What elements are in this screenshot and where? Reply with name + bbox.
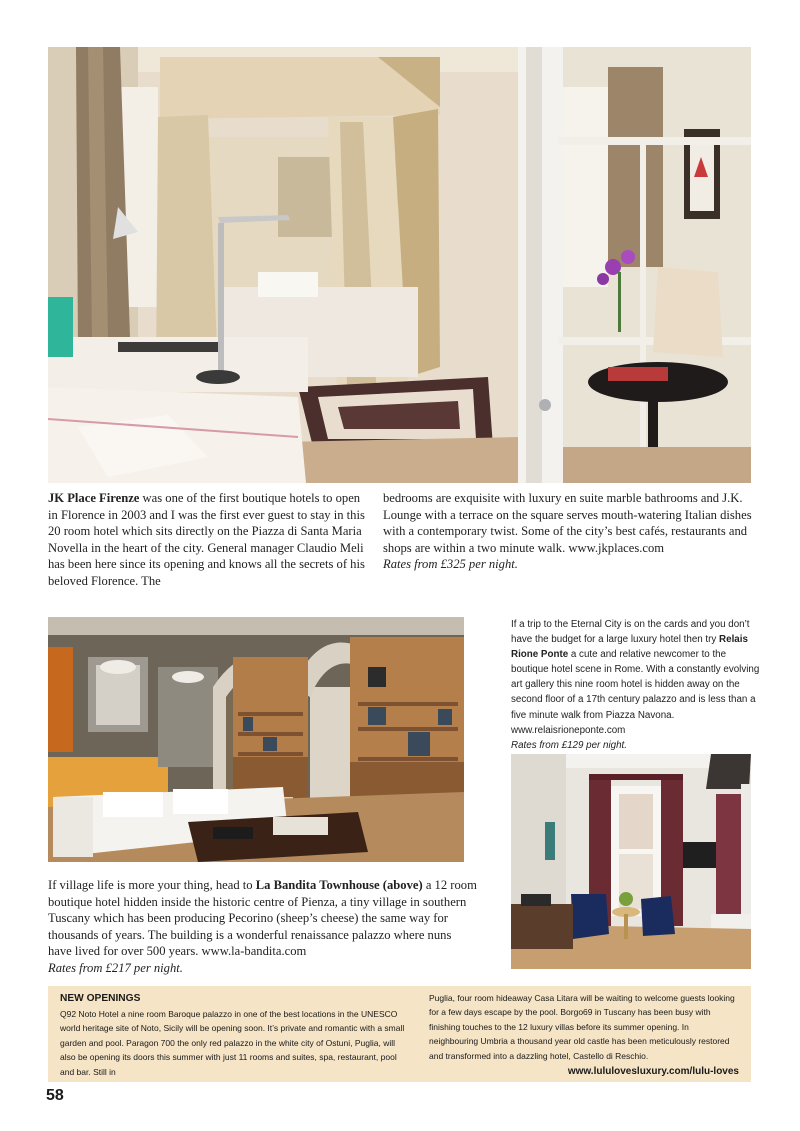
hotel-name-paragon-700: Paragon 700 bbox=[126, 1037, 175, 1048]
jk-place-text-1: was one of the first boutique hotels to open in Florence in 2003 and I was the first ever guest to stay in this 20 room hotel which sits directly on the Piazza di Santa Maria Novella in the heart of the city. General manager Claudio Meli has been here since its opening and knows all the secrets of his beloved Florence. The bbox=[48, 491, 365, 588]
photo-jk-place-bedroom bbox=[48, 47, 751, 483]
rome-text: a cute and relative newcomer to the boutique hotel scene in Rome. With a constantly evolving art gallery this nine room hotel is hidden away on the second floor of a 17th century palazzo and is less than a five minute walk from Piazza Navona. www.relaisrioneponte.com bbox=[511, 649, 760, 736]
relais-rione-ponte-text bbox=[511, 617, 761, 753]
new-openings-right-text-2: in Tuscany has been busy with finishing touches to the 12 luxury villas before its summer opening. In neighbouring Umbria a thousand year old castle has been meticulously restored and transformed into a dazzling hotel, bbox=[429, 1007, 730, 1061]
new-openings-right bbox=[429, 991, 739, 1063]
la-bandita-text bbox=[48, 877, 478, 977]
photo-relais-rione-ponte-room bbox=[511, 754, 751, 969]
jk-place-text-2: bedrooms are exquisite with luxury en suite marble bathrooms and J.K. Lounge with a terrace on the square serves mouth-watering Italian dishes with a contemporary twist. Some of the city’s best cafés, restaurants and shops are within a two minute walk. www.jkplaces.com bbox=[383, 491, 752, 555]
new-openings-right-text-1: Puglia, four room hideaway Casa Litara will be waiting to welcome guests looking for a few days escape by the pool. bbox=[429, 993, 735, 1018]
photo-la-bandita-lounge bbox=[48, 617, 464, 862]
page-number: 58 bbox=[46, 1087, 64, 1104]
new-openings-left-text-1: a nine room Baroque palazzo in one of the best locations in the UNESCO world heritage site of Noto, Sicily will be opening soon. It’s private and romantic with a small garden and pool. bbox=[60, 1009, 405, 1048]
jk-place-text-column-2 bbox=[383, 490, 753, 573]
hotel-name-la-bandita: La Bandita Townhouse (above) bbox=[255, 878, 423, 892]
new-openings-box bbox=[48, 986, 751, 1082]
new-openings-left-text-2: the only red palazzo in the white city of Ostuni, Puglia, will also be opening its doors this summer with just 11 rooms and suites, spa, restaurant, pool and bar. Still in bbox=[60, 1037, 397, 1077]
village-intro: If village life is more your thing, head to bbox=[48, 878, 256, 892]
village-text: a 12 room boutique hotel hidden inside the historic centre of Pienza, a tiny village in southern Tuscany which has been producing Pecorino (sheep’s cheese) the same way for thousands of years. The building is a wonderful renaissance palazzo where nuns have lived for over 500 years. www.la-bandita.com bbox=[48, 878, 477, 959]
hotel-name-borgo69: Borgo69 bbox=[560, 1007, 593, 1018]
village-rates: Rates from £217 per night. bbox=[48, 960, 183, 975]
hotel-name-jk-place: JK Place Firenze bbox=[48, 491, 140, 505]
new-openings-heading: NEW OPENINGS bbox=[60, 993, 141, 1004]
lulu-loves-url-link[interactable]: www.lululovesluxury.com/lulu-loves bbox=[567, 1066, 739, 1077]
hotel-name-castello-di-reschio: Castello di Reschio bbox=[573, 1050, 646, 1061]
jk-place-rates: Rates from £325 per night. bbox=[383, 557, 518, 572]
jk-place-text-column-1 bbox=[48, 490, 366, 590]
rome-rates: Rates from £129 per night. bbox=[511, 739, 627, 751]
hotel-name-relais-rione-ponte: Relais Rione Ponte bbox=[511, 634, 748, 661]
rome-intro: If a trip to the Eternal City is on the cards and you don’t have the budget for a large luxury hotel then try bbox=[511, 619, 750, 646]
hotel-name-q92-noto: Q92 Noto Hotel bbox=[60, 1009, 119, 1019]
new-openings-right-text-3: . bbox=[645, 1050, 649, 1061]
new-openings-left bbox=[60, 991, 405, 1079]
